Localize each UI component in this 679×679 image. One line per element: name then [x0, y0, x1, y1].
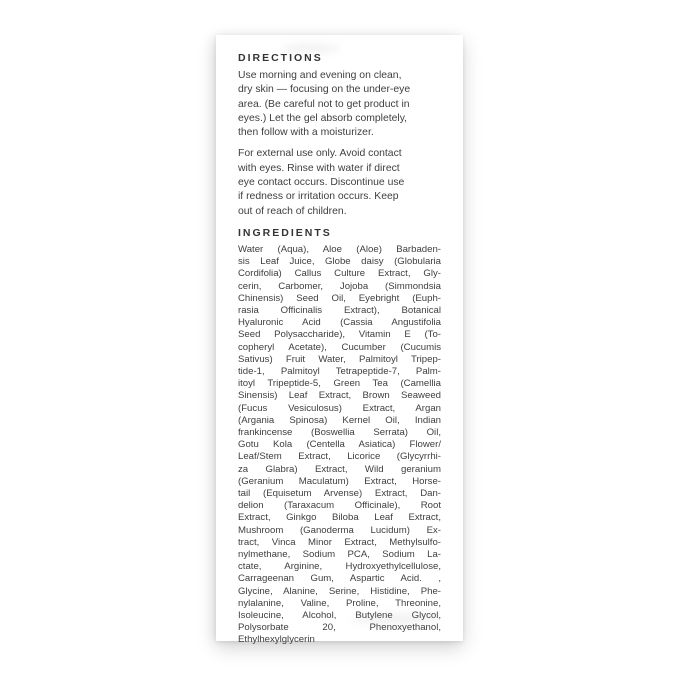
ingredient-text-line: Seed Polysaccharide), Vitamin E (To-	[238, 329, 441, 341]
ingredient-text-line: cerin, Carbomer, Jojoba (Simmondsia	[238, 280, 441, 292]
ingredient-text-line: nylalanine, Valine, Proline, Threonine,	[238, 597, 441, 609]
ingredient-text-line: Water (Aqua), Aloe (Aloe) Barbaden-	[238, 243, 441, 255]
ingredient-text-line: (Argania Spinosa) Kernel Oil, Indian	[238, 414, 441, 426]
directions-text-line: dry skin — focusing on the under-eye	[238, 84, 411, 96]
ingredients-heading: INGREDIENTS	[238, 226, 332, 239]
ingredient-text-line: (Fucus Vesiculosus) Extract, Argan	[238, 402, 441, 414]
ingredient-text-line: tide-1, Palmitoyl Tetrapeptide-7, Palm-	[238, 366, 441, 377]
ingredient-text-line: Cordifolia) Callus Culture Extract, Gly-	[238, 268, 441, 280]
ingredient-text-line: ctate, Arginine, Hydroxyethylcellulose,	[238, 561, 441, 573]
directions-text-line: with eyes. Rinse with water if direct	[238, 162, 400, 174]
ingredient-text-line: Leaf/Stem Extract, Licorice (Glycyrrhi-	[238, 451, 441, 463]
ingredient-text-line: Glycine, Alanine, Serine, Histidine, Phe-	[238, 585, 441, 597]
directions-text-line: if redness or irritation occurs. Keep	[238, 191, 399, 203]
ingredient-text-line: frankincense (Boswellia Serrata) Oil,	[238, 427, 441, 439]
directions-paragraph-1	[238, 69, 441, 140]
directions-text-line: area. (Be careful not to get product in	[238, 98, 410, 110]
ingredient-text-line: delion (Taraxacum Officinale), Root	[238, 500, 441, 512]
directions-heading: DIRECTIONS	[238, 52, 323, 64]
ingredient-text-line: Sativus) Fruit Water, Palmitoyl Tripep-	[238, 353, 441, 365]
ingredient-text-line: Extract, Ginkgo Biloba Leaf Extract,	[238, 512, 441, 524]
directions-text-line: then follow with a moisturizer.	[238, 127, 374, 139]
ingredient-text-line: za Glabra) Extract, Wild geranium	[238, 463, 441, 475]
ingredient-text-line: Mushroom (Ganoderma Lucidum) Ex-	[238, 524, 441, 536]
package-back-panel	[216, 35, 463, 646]
ingredient-text-line: Ethylhexylglycerin	[238, 634, 315, 646]
ingredient-text-line: nylmethane, Sodium PCA, Sodium La-	[238, 549, 441, 561]
directions-text-line: For external use only. Avoid contact	[238, 148, 402, 160]
ingredient-text-line: Isoleucine, Alcohol, Butylene Glycol,	[238, 610, 441, 622]
ingredient-text-line: sis Leaf Juice, Globe daisy (Globularia	[238, 256, 441, 268]
ingredient-text-line: copheryl Acetate), Cucumber (Cucumis	[238, 341, 441, 353]
directions-text-line: eye contact occurs. Discontinue use	[238, 177, 405, 189]
directions-text-line: eyes.) Let the gel absorb completely,	[238, 112, 408, 124]
ingredient-text-line: itoyl Tripeptide-5, Green Tea (Camellia	[238, 378, 441, 390]
ingredient-text-line: rasia Officinalis Extract), Botanical	[238, 304, 441, 316]
directions-text-line: Use morning and evening on clean,	[238, 70, 402, 81]
ingredient-text-line: tract, Vinca Minor Extract, Methylsulfo-	[238, 536, 441, 548]
ingredient-text-line: tail (Equisetum Arvense) Extract, Dan-	[238, 488, 441, 500]
ingredient-text-line: Chinensis) Seed Oil, Eyebright (Euph-	[238, 292, 441, 304]
ingredient-text-line: Gotu Kola (Centella Asiatica) Flower/	[238, 439, 441, 451]
directions-paragraph-2	[238, 147, 441, 218]
ingredient-text-line: Sinensis) Leaf Extract, Brown Seaweed	[238, 390, 441, 402]
ingredient-text-line: Carrageenan Gum, Aspartic Acid. ,	[238, 573, 441, 585]
ingredient-text-line: Hyaluronic Acid (Cassia Angustifolia	[238, 317, 441, 329]
directions-text-line: out of reach of children.	[238, 205, 347, 217]
ingredient-text-line: Polysorbate 20, Phenoxyethanol,	[238, 622, 441, 634]
ingredients-list	[238, 244, 441, 647]
ingredient-text-line: (Geranium Maculatum) Extract, Horse-	[238, 475, 441, 487]
